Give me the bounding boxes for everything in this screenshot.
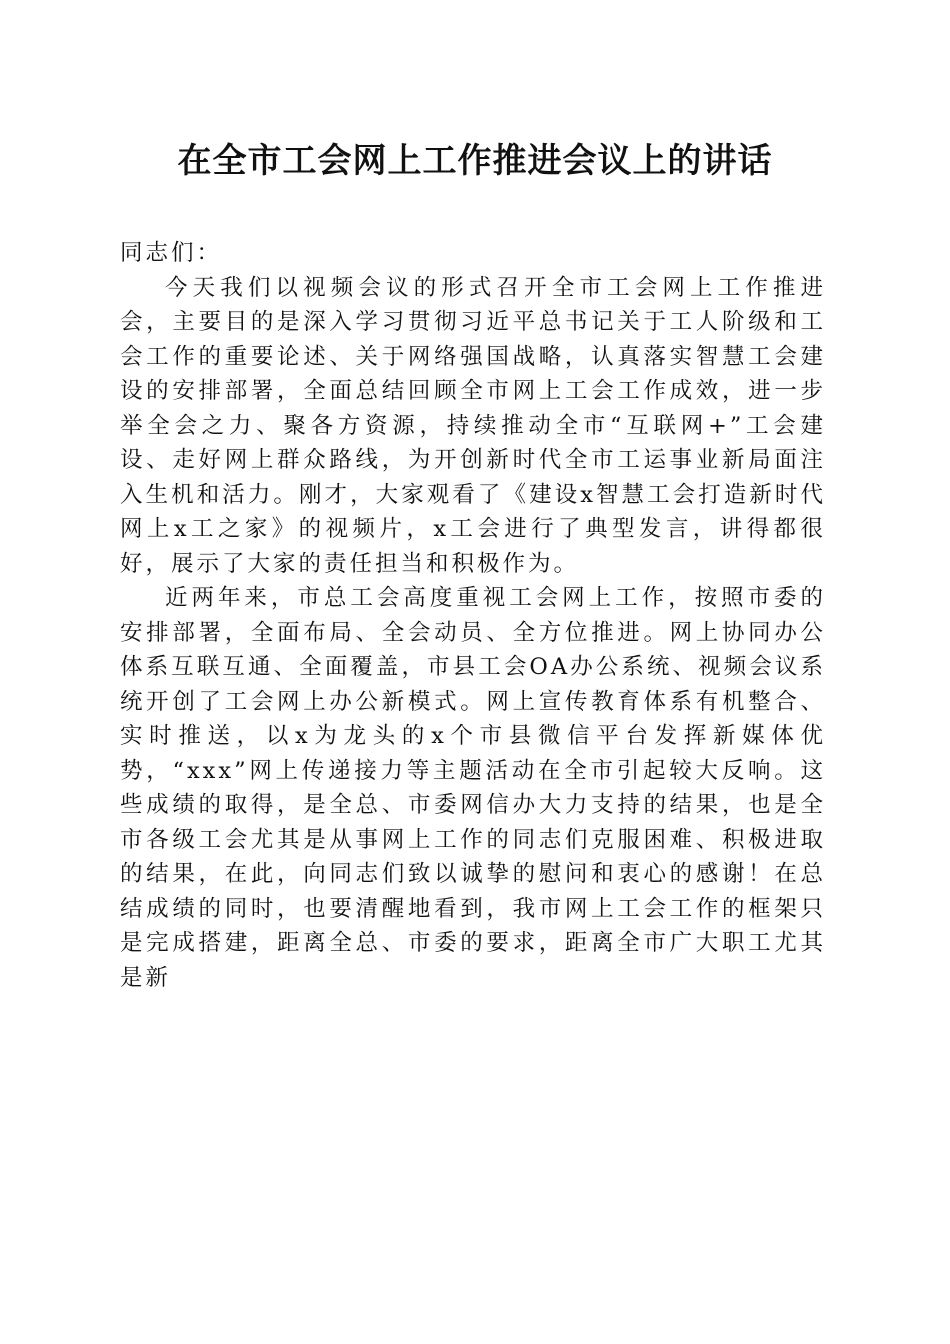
document-title: 在全市工会网上工作推进会议上的讲话: [177, 141, 773, 181]
document-body: [120, 236, 826, 995]
paragraph-1: 今天我们以视频会议的形式召开全市工会网上工作推进会，主要目的是深入学习贯彻习近平总书记关于工人阶级和工会工作的重要论述、关于网络强国战略，认真落实智慧工会建设的安排部署，全面总结回顾全市网上工会工作成效，进一步举全会之力、聚各方资源，持续推动全市“互联网+”工会建设、走好网上群众路线，为开创新时代全市工运事业新局面注入生机和活力。刚才，大家观看了《建设x智慧工会打造新时代网上x工之家》的视频片，x工会进行了典型发言，讲得都很好，展示了大家的责任担当和积极作为。: [120, 274, 826, 577]
salutation: 同志们：: [120, 240, 223, 266]
paragraph-2: 近两年来，市总工会高度重视工会网上工作，按照市委的安排部署，全面布局、全会动员、全方位推进。网上协同办公体系互联互通、全面覆盖，市县工会OA办公系统、视频会议系统开创了工会网上办公新模式。网上宣传教育体系有机整合、实时推送，以x为龙头的x个市县微信平台发挥新媒体优势，“xxx”网上传递接力等主题活动在全市引起较大反响。这些成绩的取得，是全总、市委网信办大力支持的结果，也是全市各级工会尤其是从事网上工作的同志们克服困难、积极进取的结果，在此，向同志们致以诚挚的慰问和衷心的感谢！在总结成绩的同时，也要清醒地看到，我市网上工会工作的框架只是完成搭建，距离全总、市委的要求，距离全市广大职工尤其是新: [120, 585, 826, 991]
